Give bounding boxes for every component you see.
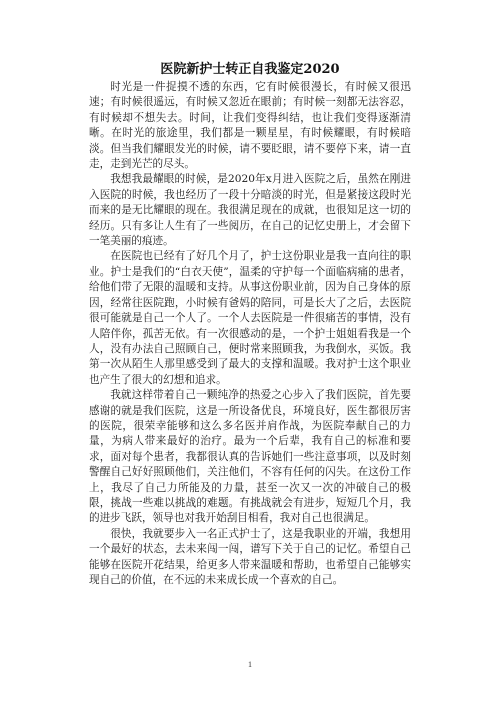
document-title: 医院新护士转正自我鉴定2020: [160, 62, 340, 77]
paragraph-2: 我想我最耀眼的时候，是2020年x月进入医院之后，虽然在刚进入医院的时候，我也经历了一段十分暗淡的时光，但是紧接这段时光而来的是无比耀眼的现在。我很满足现在的成就，也很知足这一切的经历。只有多让人生有了一些阅历，在自己的记忆史册上，才会留下一笔美丽的痕迹。: [89, 173, 411, 248]
paragraph-4: 我就这样带着自己一颗纯净的热爱之心步入了我们医院，首先要感谢的就是我们医院，这是一所设备优良，环境良好，医生都很厉害的医院，很荣幸能够和这么多名医并肩作战，为医院奉献自己的力量，为病人带来最好的治疗。最为一个后辈，我有自己的标准和要求，面对每个患者，我都很认真的告诉她们一些注意事项，以及时刻警醒自己好好照顾他们，关注他们，不容有任何的闪失。在这份工作上，我尽了自己力所能及的力量，甚至一次又一次的冲破自己的极限，挑战一些难以挑战的难题。有挑战就会有进步，短短几个月，我的进步飞跃，领导也对我开始刮目相看，我对自己也很满足。: [89, 389, 411, 525]
page-number: 1: [248, 660, 252, 669]
paragraph-3: 在医院也已经有了好几个月了，护士这份职业是我一直向往的职业。护士是我们的“白衣天使”，温柔的守护每一个面临病痛的患者，给他们带了无限的温暖和支持。从事这份职业前，因为自己身体的原因，经常往医院跑，小时候有爸妈的陪同，可是长大了之后，去医院很可能就是自己一个人了。一个人去医院是一件很痛苦的事情，没有人陪伴你，孤苦无依。有一次很感动的是，一个护士姐姐看我是一个人，没有办法自己照顾自己，便时常来照顾我，为我倒水，买饭。我第一次从陌生人那里感受到了最大的支撑和温暖。我对护士这个职业也产生了很大的幻想和追求。: [89, 250, 411, 386]
paragraph-1: 时光是一件捉摸不透的东西，它有时候很漫长，有时候又很迅速；有时候很遥远，有时候又忽近在眼前；有时候一刻都无法容忍，有时候却不想失去。时间，让我们变得纠结，也让我们变得逐渐清晰。在时光的旅途里，我们都是一颗星星，有时候耀眼，有时候暗淡。但当我们耀眼发光的时候，请不要眨眼，请不要停下来，请一直走，走到光芒的尽头。: [89, 81, 411, 171]
paragraph-5: 很快，我就要步入一名正式护士了，这是我职业的开端，我想用一个最好的状态，去未来闯一闯，谱写下关于自己的记忆。希望自己能够在医院开花结果，给更多人带来温暖和帮助，也希望自己能够实现自己的价值，在不远的未来成长成一个喜欢的自己。: [89, 527, 411, 586]
document-body: [89, 80, 411, 588]
